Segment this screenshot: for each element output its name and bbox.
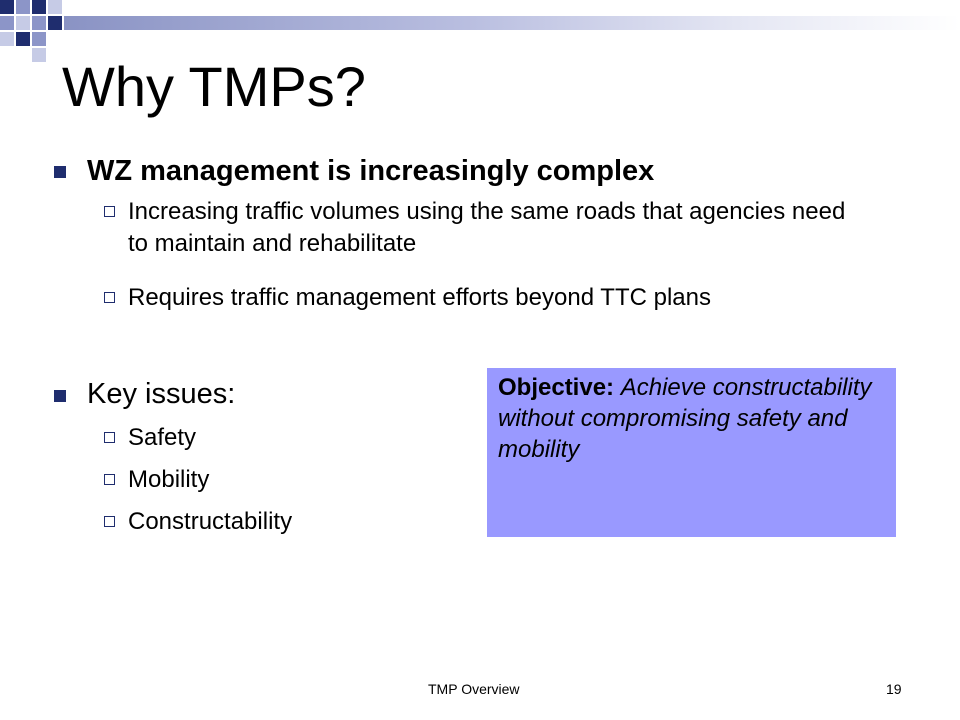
objective-text: Achieve constructability without compromising safety and mobility — [498, 374, 872, 463]
hollow-square-bullet-icon — [104, 474, 115, 485]
deco-square — [48, 16, 62, 30]
deco-square — [32, 16, 46, 30]
deco-square — [0, 32, 14, 46]
deco-square — [48, 0, 62, 14]
objective-callout-box — [487, 368, 896, 537]
deco-square — [32, 0, 46, 14]
sub-bullet-text: Safety — [128, 424, 197, 451]
hollow-square-bullet-icon — [104, 206, 115, 217]
page-number: 19 — [886, 681, 902, 697]
square-bullet-icon — [54, 390, 66, 402]
sub-bullet-text: Increasing traffic volumes using the same roads that agencies need to maintain and rehabilitate — [128, 198, 846, 257]
deco-square — [16, 32, 30, 46]
slide-title: Why TMPs? — [62, 55, 366, 118]
footer-title: TMP Overview — [428, 681, 520, 697]
sub-bullet-text: Requires traffic management efforts beyond TTC plans — [128, 284, 711, 311]
hollow-square-bullet-icon — [104, 292, 115, 303]
hollow-square-bullet-icon — [104, 516, 115, 527]
deco-square — [32, 48, 46, 62]
deco-square — [0, 0, 14, 14]
sub-bullet-text: Mobility — [128, 466, 210, 493]
sub-bullet-text: Constructability — [128, 508, 293, 535]
square-bullet-icon — [54, 166, 66, 178]
deco-square — [32, 32, 46, 46]
bullet-text: WZ management is increasingly complex — [87, 155, 655, 187]
objective-label: Objective: — [498, 374, 615, 401]
header-gradient-bar — [64, 16, 960, 30]
deco-square — [16, 0, 30, 14]
hollow-square-bullet-icon — [104, 432, 115, 443]
deco-square — [16, 16, 30, 30]
deco-square — [0, 16, 14, 30]
bullet-text: Key issues: — [87, 378, 236, 410]
